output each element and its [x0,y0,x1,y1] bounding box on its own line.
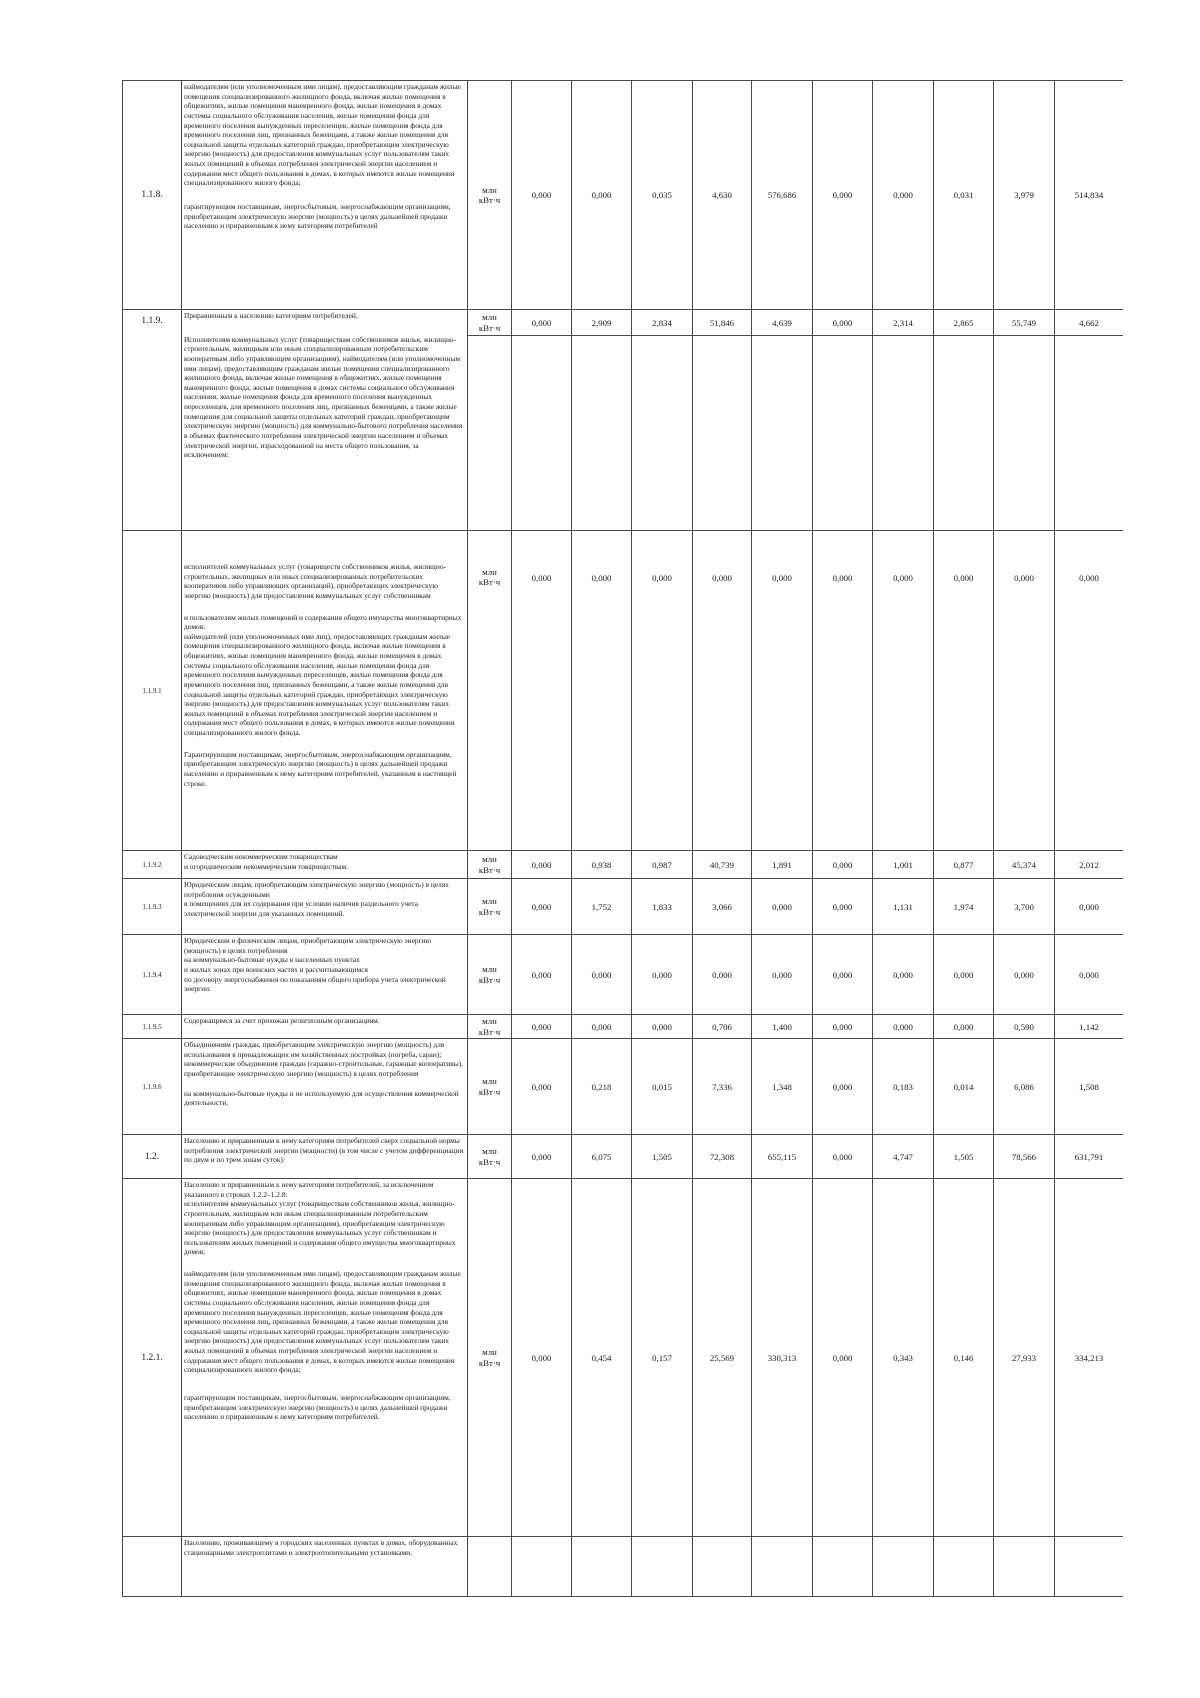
value-cell: 4,639 [752,310,813,336]
desc-paragraph: и огородническим некоммерческим товариществам. [184,861,349,871]
value-cell: 6,086 [994,1039,1055,1135]
value-cell: 0,000 [752,935,813,1015]
document-page [122,80,1123,1621]
value-cell: 51,846 [693,310,752,336]
value-cell: 3,979 [994,81,1055,310]
value-cell: 72,308 [693,1135,752,1179]
empty-cell [752,336,813,531]
table-row [123,531,1124,851]
table-row [123,1537,1124,1597]
table-row [123,879,1124,935]
desc-paragraph: наймодателям (или уполномоченным ими лицам), предоставляющим гражданам жилые помещения специализированного жилищного фонда, включая жилые помещения в общежитиях, жилые помещения маневренного фонда, жилые помещения в домах системы социального обслуживания населения, жилые помещения фонда для временного поселения вынужденных переселенцев, жилые помещения фонда для временного поселения лиц, признанных беженцами, а также жилые помещения для социальной защиты отдельных категорий граждан, приобретающим электрическую энергию (мощность) для предоставления коммунальных услуг пользователям таких жилых помещений в объемах потребления электрической энергии населением и содержания мест общего пользования в домах, в которых имеются жилые помещения специализированного жилого фонда; [184,82,461,188]
empty-cell [572,1537,632,1597]
value-cell: 0,035 [632,81,693,310]
table-row [123,935,1124,1015]
empty-cell [873,336,934,531]
value-cell: 0,000 [512,1039,572,1135]
value-cell: 0,000 [1055,935,1124,1015]
value-cell: 0,000 [813,879,873,935]
value-cell: 0,000 [512,1015,572,1039]
empty-cell [512,1537,572,1597]
row-description [182,1135,468,1179]
value-cell: 4,630 [693,81,752,310]
value-cell: 0,000 [693,531,752,851]
value-cell: 0,000 [512,851,572,879]
value-cell: 1,142 [1055,1015,1124,1039]
value-cell: 0,000 [632,531,693,851]
empty-cell [994,1537,1055,1597]
value-cell: 0,000 [752,531,813,851]
value-cell: 1,505 [632,1135,693,1179]
empty-cell [934,1537,994,1597]
value-cell: 40,739 [693,851,752,879]
value-cell: 1,001 [873,851,934,879]
empty-cell [468,336,512,531]
desc-paragraph: на коммунально-бытовые нужды и не используемую для осуществления коммерческой деятельности. [184,1088,459,1108]
empty-cell [934,336,994,531]
value-cell: 0,000 [572,531,632,851]
row-description [182,1039,468,1135]
value-cell: 27,933 [994,1179,1055,1537]
value-cell: 4,662 [1055,310,1124,336]
desc-paragraph: Юридическим и физическим лицам, приобретающим электрическую энергию (мощность) в целях потребления [184,936,432,955]
value-cell: 0,987 [632,851,693,879]
value-cell: 0,000 [512,1179,572,1537]
value-cell: 1,833 [632,879,693,935]
desc-paragraph: в помещениях для их содержания при условии наличия раздельного учета электрической энергии для указанных помещений. [184,899,418,918]
empty-cell [1055,336,1124,531]
table-row [123,81,1124,310]
row-code: 1.1.9.6 [123,1039,182,1135]
unit-cell: млн кВт·ч [468,851,512,879]
desc-paragraph: исполнителям коммунальных услуг (товариществам собственников жилья, жилищно-строительным, жилищным или иным специализированным потребительским кооперативам либо управляющим организациям), приобретающим электрическую энергию (мощность) для предоставления коммунальных услуг собственникам и пользователям жилых помещений и содержания общего имущества многоквартирных домов; [184,1199,456,1257]
value-cell: 0,000 [813,1179,873,1537]
value-cell: 0,000 [1055,531,1124,851]
value-cell: 334,213 [1055,1179,1124,1537]
value-cell: 0,000 [572,81,632,310]
empty-cell [813,336,873,531]
row-description [182,879,468,935]
desc-paragraph: на коммунально-бытовые нужды в населенных пунктах [184,955,360,965]
row-description [182,1179,468,1537]
desc-paragraph: Населению и приравненным к нему категориям потребителей, за исключением указанного в строках 1.2.2–1.2.8: [184,1180,434,1199]
desc-paragraph: гарантирующим поставщикам, энергосбытовым, энергоснабжающим организациям, приобретающим электрическую энергию (мощность) в целях дальнейшей продажи населению и приравненным к нему категориям потребителей [184,201,451,231]
row-description [182,851,468,879]
value-cell: 0,000 [632,1015,693,1039]
value-cell: 3,066 [693,879,752,935]
table-row [123,1179,1124,1537]
empty-cell [1055,1537,1124,1597]
table-row [123,1135,1124,1179]
desc-paragraph: и пользователям жилых помещений и содержания общего имущества многоквартирных домов; [184,612,462,632]
value-cell: 0,000 [813,81,873,310]
row-code: 1.1.9.1 [123,531,182,851]
table-row [123,851,1124,879]
value-cell: 4,747 [873,1135,934,1179]
value-cell: 0,877 [934,851,994,879]
desc-paragraph: Юридическим лицам, приобретающим электрическую энергию (мощность) в целях потребления осужденными [184,880,449,899]
desc-paragraph: по договору энергоснабжения по показаниям общего прибора учета электрической энергии. [184,974,446,994]
value-cell: 0,000 [934,1015,994,1039]
empty-cell [693,1537,752,1597]
row-code [123,1537,182,1597]
value-cell: 0,183 [873,1039,934,1135]
row-description [182,310,468,531]
unit-cell: млн кВт·ч [468,1179,512,1537]
desc-paragraph: наймодателей (или уполномоченных ими лиц), предоставляющих гражданам жилые помещения специализированного жилищного фонда, включая жилые помещения в общежитиях, жилые помещения маневренного фонда, жилые помещения в домах системы социального обслуживания населения, жилые помещения фонда для временного поселения вынужденных переселенцев, жилые помещения фонда для временного поселения лиц, признанных беженцами, а также жилые помещения для социальной защиты отдельных категорий граждан, приобретающих электрическую энергию (мощность) для предоставления коммунальных услуг пользователям таких жилых помещений в объемах потребления электрической энергии населением и содержания мест общего пользования в домах, в которых имеются жилые помещения специализированного жилого фонда. [184,631,455,737]
value-cell: 0,000 [873,531,934,851]
value-cell: 0,000 [934,531,994,851]
row-code: 1.1.9.5 [123,1015,182,1039]
desc-paragraph: исполнителей коммунальных услуг (товариществ собственников жилья, жилищно-строительных, жилищных или иных специализированных потребительских кооперативов либо управляющих организаций), приобретающих электрическую энергию (мощность) для предоставления коммунальных услуг собственникам [184,562,446,600]
unit-cell: млн кВт·ч [468,1135,512,1179]
empty-cell [572,336,632,531]
value-cell: 2,909 [572,310,632,336]
unit-cell: млн кВт·ч [468,1015,512,1039]
desc-paragraph: Содержащимся за счет прихожан религиозным организациям. [184,1016,380,1025]
desc-paragraph: Гарантирующим поставщикам, энергосбытовым, энергоснабжающим организациям, приобретающим электрическую энергию (мощность) в целях дальнейшей продажи населению и приравненным к нему категориям потребителей, указанным в настоящей строке. [184,749,457,788]
row-description [182,935,468,1015]
value-cell: 1,131 [873,879,934,935]
value-cell: 78,566 [994,1135,1055,1179]
value-cell: 0,454 [572,1179,632,1537]
value-cell: 0,157 [632,1179,693,1537]
value-cell: 0,015 [632,1039,693,1135]
row-description [182,81,468,310]
value-cell: 0,000 [1055,879,1124,935]
desc-paragraph: наймодателям (или уполномоченным ими лицам), предоставляющим гражданам жилые помещения специализированного жилищного фонда, включая жилые помещения в общежитиях, жилые помещения маневренного фонда, жилые помещения в домах системы социального обслуживания населения, жилые помещения фонда для временного поселения вынужденных переселенцев, жилые помещения фонда для временного поселения лиц, признанных беженцами, а также жилые помещения для социальной защиты отдельных категорий граждан, приобретающим электрическую энергию (мощность) для предоставления коммунальных услуг пользователям таких жилых помещений в объемах потребления электрической энергии населением и содержания мест общего пользования в домах, в которых имеются жилые помещения специализированного жилого фонда; [184,1269,461,1375]
value-cell: 655,115 [752,1135,813,1179]
desc-paragraph: Садоводческим некоммерческим товариществам [184,852,338,861]
row-description [182,1015,468,1039]
value-cell: 1,752 [572,879,632,935]
row-code: 1.1.9. [123,310,182,531]
unit-cell: млн кВт·ч [468,935,512,1015]
value-cell: 0,000 [512,1135,572,1179]
value-cell: 0,938 [572,851,632,879]
value-cell: 0,000 [632,935,693,1015]
empty-cell [632,1537,693,1597]
value-cell: 0,014 [934,1039,994,1135]
value-cell: 0,000 [813,1039,873,1135]
value-cell: 0,000 [873,1015,934,1039]
empty-cell [693,336,752,531]
value-cell: 0,031 [934,81,994,310]
unit-cell: млн кВт·ч [468,81,512,310]
row-code: 1.2.1. [123,1179,182,1537]
value-cell: 631,791 [1055,1135,1124,1179]
value-cell: 0,000 [572,1015,632,1039]
empty-cell [994,336,1055,531]
value-cell: 2,834 [632,310,693,336]
empty-cell [752,1537,813,1597]
value-cell: 0,590 [994,1015,1055,1039]
desc-paragraph: Приравненным к населению категориям потребителей, [184,311,358,320]
value-cell: 6,075 [572,1135,632,1179]
value-cell: 0,343 [873,1179,934,1537]
value-cell: 0,000 [813,531,873,851]
value-cell: 0,000 [512,81,572,310]
value-cell: 2,314 [873,310,934,336]
value-cell: 0,218 [572,1039,632,1135]
value-cell: 330,313 [752,1179,813,1537]
value-cell: 0,000 [512,935,572,1015]
desc-paragraph: и жилых зонах при воинских частях и рассчитывающимся [184,964,368,974]
value-cell: 0,000 [512,531,572,851]
value-cell: 0,000 [512,879,572,935]
value-cell: 0,000 [752,879,813,935]
value-cell: 0,000 [873,935,934,1015]
table-row [123,1015,1124,1039]
value-cell: 0,000 [813,935,873,1015]
value-cell: 2,012 [1055,851,1124,879]
value-cell: 0,000 [512,310,572,336]
value-cell: 1,505 [934,1135,994,1179]
row-code: 1.1.9.2 [123,851,182,879]
empty-cell [813,1537,873,1597]
value-cell: 0,000 [813,851,873,879]
unit-cell: млн кВт·ч [468,310,512,336]
value-cell: 25,569 [693,1179,752,1537]
row-code: 1.1.9.3 [123,879,182,935]
value-cell: 45,374 [994,851,1055,879]
value-cell: 0,000 [813,1015,873,1039]
value-cell: 0,000 [572,935,632,1015]
empty-cell [512,336,572,531]
unit-cell: млн кВт·ч [468,879,512,935]
value-cell: 1,400 [752,1015,813,1039]
desc-paragraph: Объединениям граждан, приобретающим электрическую энергию (мощность) для использования в принадлежащих им хозяйственных постройках (погреба, сараи); некоммерческие объединения граждан (гаражно-строительные, гаражные кооперативы), приобретающие электрическую энергию (мощность) в целях потребления [184,1040,464,1078]
unit-cell: млн кВт·ч [468,531,512,851]
value-cell: 0,000 [994,531,1055,851]
value-cell: 2,865 [934,310,994,336]
value-cell: 0,000 [693,935,752,1015]
value-cell: 0,000 [813,310,873,336]
value-cell: 0,000 [813,1135,873,1179]
value-cell: 0,706 [693,1015,752,1039]
value-cell: 514,834 [1055,81,1124,310]
value-cell: 55,749 [994,310,1055,336]
row-code: 1.2. [123,1135,182,1179]
value-cell: 7,336 [693,1039,752,1135]
value-cell: 1,508 [1055,1039,1124,1135]
unit-cell: млн кВт·ч [468,1039,512,1135]
value-cell: 576,686 [752,81,813,310]
value-cell: 0,000 [934,935,994,1015]
desc-paragraph: гарантирующим поставщикам, энергосбытовым, энергоснабжающим организациям, приобретающим электрическую энергию (мощность) в целях дальнейшей продажи населению и приравненным к нему категориям потребителей. [184,1392,451,1422]
tariff-table [122,80,1123,1597]
desc-paragraph: Исполнителям коммунальных услуг (товариществам собственников жилья, жилищно-строительным, жилищным или иным специализированным потребительским кооперативам либо управляющим организациям), наймодателям (или уполномоченным ими лицам), предоставляющим гражданам жилые помещения специализированного жилищного фонда, включая жилые помещения в общежитиях, жилые помещения маневренного фонда, жилые помещения в домах системы социального обслуживания населения, жилые помещения фонда для временного поселения вынужденных переселенцев, для временного поселения лиц, признанных беженцами, а также жилые помещения для социальной защиты отдельных категорий граждан, приобретающим электрическую энергию (мощность) для коммунально-бытового потребления населения в объемах фактического потребления электрической энергии населением и объемах электрической энергии, израсходованной на места общего пользования, за исключением: [184,334,463,460]
unit-cell [468,1537,512,1597]
desc-paragraph: Населению и приравненным к нему категориям потребителей сверх социальной нормы потребления электрической энергии (мощности) (в том числе с учетом дифференциации по двум и по трем зонам суток): [184,1136,464,1165]
table-row [123,1039,1124,1135]
value-cell: 1,974 [934,879,994,935]
value-cell: 0,146 [934,1179,994,1537]
value-cell: 0,000 [994,935,1055,1015]
value-cell: 1,348 [752,1039,813,1135]
row-code: 1.1.9.4 [123,935,182,1015]
value-cell: 3,700 [994,879,1055,935]
desc-paragraph: Населению, проживающему в городских населенных пунктах в домах, оборудованных стационарными электроплитами и электроотопительными установками, [184,1538,458,1557]
value-cell: 1,891 [752,851,813,879]
empty-cell [632,336,693,531]
empty-cell [873,1537,934,1597]
row-code: 1.1.8. [123,81,182,310]
table-row [123,310,1124,336]
row-description [182,531,468,851]
value-cell: 0,000 [873,81,934,310]
row-description [182,1537,468,1597]
